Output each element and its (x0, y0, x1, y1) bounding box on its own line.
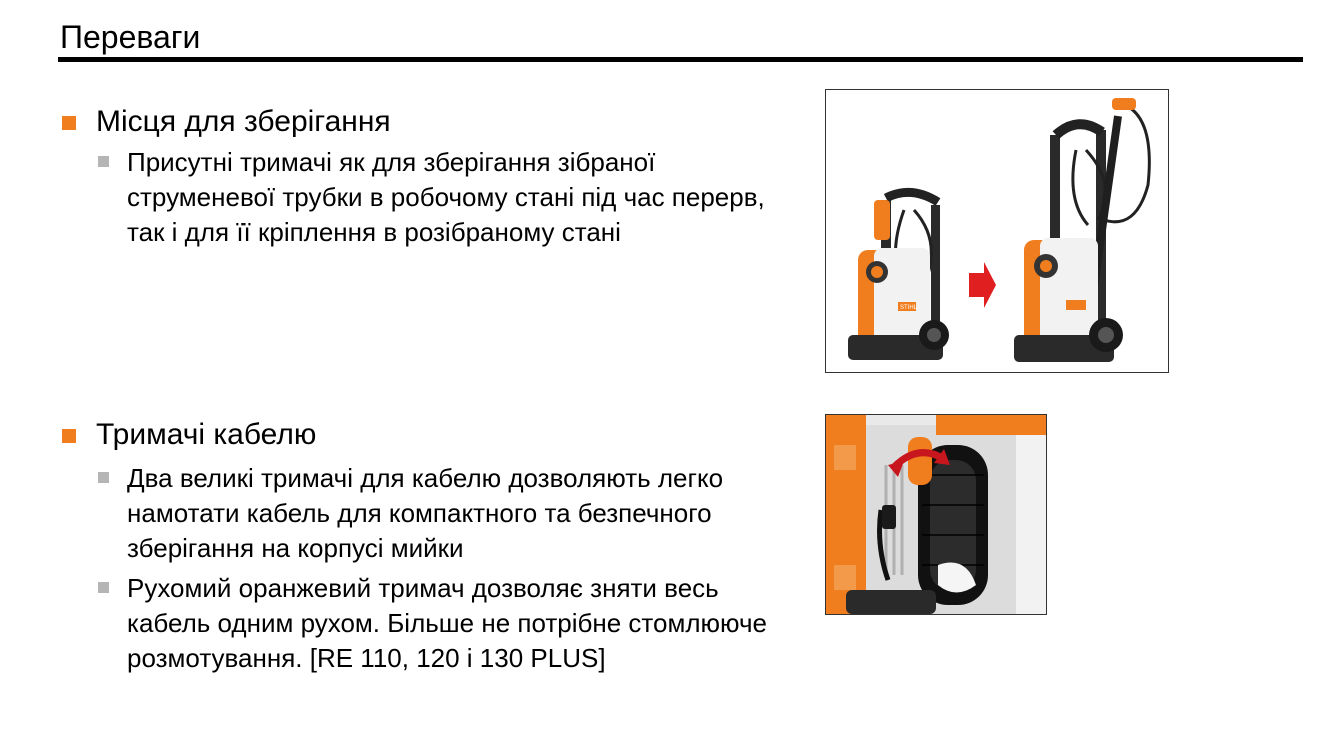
section-bullet (62, 116, 76, 130)
page-title: Переваги (60, 19, 201, 55)
washer-assembly-image (825, 89, 1169, 373)
section-text-cable-1: Два великі тримачі для кабелю дозволяють легко намотати кабель для компактного та безпечного зберігання на корпусі мийки (127, 463, 724, 563)
brand-label: STIHL (900, 305, 918, 311)
sub-bullet (98, 156, 109, 167)
sub-bullet (98, 582, 109, 593)
section-bullet (62, 429, 76, 443)
title-rule (58, 57, 1303, 62)
section-text-cable-2: Рухомий оранжевий тримач дозволяє зняти весь кабель одним рухом. Більше не потрібне стомлююче розмотування. [RE 110, 120 і 130 PLUS] (127, 573, 767, 673)
sub-bullet (98, 472, 109, 483)
section-text-storage: Присутні тримачі як для зберігання зібраної струменевої трубки в робочому стані під час перерв, так і для її кріплення в розібраному стані (127, 147, 765, 247)
cable-holder-image (825, 414, 1047, 615)
section-heading-storage: Місця для зберігання (96, 105, 391, 138)
section-heading-cable: Тримачі кабелю (96, 418, 317, 451)
